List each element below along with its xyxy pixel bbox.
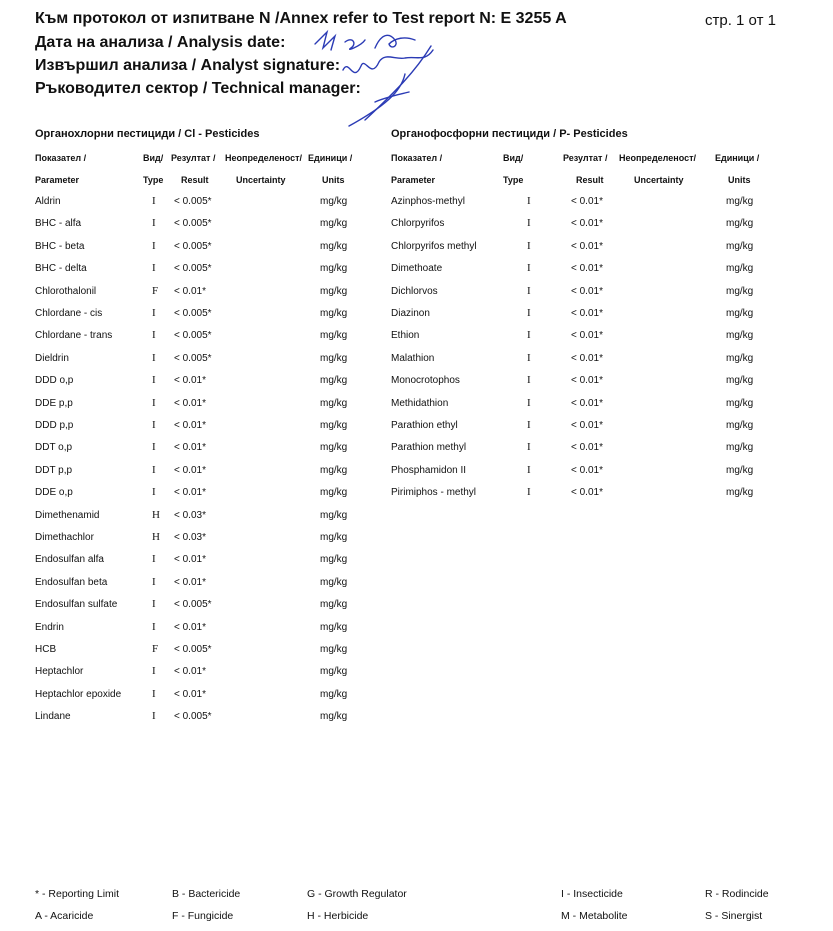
cell-type: I [152, 262, 156, 275]
cell-type: I [152, 575, 156, 588]
cell-result: < 0.005* [174, 711, 212, 723]
cell-type: I [152, 329, 156, 342]
cell-type: F [152, 284, 159, 297]
cell-parameter: BHC - delta [35, 263, 87, 275]
analysis-date-label: Дата на анализа / Analysis date: [35, 34, 286, 51]
cell-parameter: BHC - alfa [35, 218, 82, 230]
cell-units: mg/kg [320, 263, 348, 275]
cell-result: < 0.01* [174, 285, 206, 297]
cell-result: < 0.01* [571, 442, 603, 454]
cell-units: mg/kg [726, 196, 754, 207]
cell-type: I [527, 463, 531, 476]
cell-parameter: DDT p,p [35, 464, 73, 476]
cell-type: I [152, 374, 156, 387]
cell-type: I [527, 486, 531, 499]
col-header-result-bg: Резултат / [563, 153, 608, 163]
col-header-uncertainty: Uncertainty [634, 175, 684, 185]
report-title: Към протокол от изпитване N /Annex refer to Test report N: E 3255 A [35, 10, 567, 27]
cell-units: mg/kg [320, 554, 348, 566]
col-header-units-bg: Единици / [308, 153, 353, 163]
manager-label: Ръководител сектор / Technical manager: [35, 80, 361, 97]
cell-units: mg/kg [726, 442, 754, 454]
legend-item: H - Herbicide [307, 910, 369, 922]
cell-parameter: Chlordane - trans [35, 330, 113, 342]
cell-units: mg/kg [320, 352, 348, 364]
cell-type: H [152, 531, 160, 543]
cell-type: F [152, 643, 159, 655]
col-header-type-bg: Вид/ [143, 153, 164, 163]
cell-result: < 0.01* [174, 621, 206, 633]
cell-type: I [152, 307, 156, 319]
cell-type: I [527, 396, 531, 409]
col-header-result: Result [576, 175, 604, 185]
cell-result: < 0.005* [174, 644, 212, 655]
cell-units: mg/kg [320, 218, 348, 230]
cell-units: mg/kg [320, 509, 348, 521]
cell-units: mg/kg [320, 599, 348, 611]
cell-result: < 0.01* [571, 240, 603, 252]
cell-units: mg/kg [726, 218, 754, 230]
cell-result: < 0.01* [571, 464, 603, 476]
cell-parameter: Azinphos-methyl [391, 196, 465, 207]
col-header-type: Type [143, 175, 164, 185]
cell-parameter: Dimethachlor [35, 532, 94, 543]
cell-units: mg/kg [320, 420, 348, 431]
cell-parameter: DDE o,p [35, 487, 73, 499]
cell-result: < 0.01* [571, 285, 603, 297]
cell-units: mg/kg [320, 487, 348, 499]
cell-parameter: Aldrin [35, 196, 61, 207]
cell-units: mg/kg [726, 285, 754, 297]
cell-units: mg/kg [726, 464, 754, 476]
cell-type: I [152, 441, 156, 454]
cell-units: mg/kg [726, 397, 754, 409]
cell-result: < 0.005* [174, 240, 212, 252]
cell-units: mg/kg [320, 532, 348, 543]
col-header-units-bg: Единици / [715, 153, 760, 163]
cell-type: I [152, 419, 156, 431]
legend-item: G - Growth Regulator [307, 888, 407, 900]
cell-parameter: Parathion methyl [391, 442, 467, 454]
cell-result: < 0.005* [174, 352, 212, 364]
cell-type: I [152, 463, 156, 476]
cell-type: I [527, 351, 531, 364]
legend-item: R - Rodincide [705, 888, 769, 900]
cell-parameter: Diazinon [391, 308, 430, 319]
cell-type: I [152, 665, 156, 678]
col-header-uncertainty: Uncertainty [236, 175, 286, 185]
cell-type: I [152, 396, 156, 409]
legend-item: A - Acaricide [35, 910, 94, 922]
col-header-uncertainty-bg: Неопределеност/ [225, 153, 302, 163]
cell-type: I [527, 374, 531, 387]
cell-parameter: Malathion [391, 352, 435, 364]
cell-parameter: BHC - beta [35, 240, 85, 252]
cell-parameter: Parathion ethyl [391, 420, 458, 431]
col-header-uncertainty-bg: Неопределеност/ [619, 153, 696, 163]
cell-parameter: Monocrotophos [391, 375, 460, 387]
legend-item: F - Fungicide [172, 910, 234, 922]
cell-parameter: Phosphamidon II [391, 464, 467, 476]
cell-parameter: Endrin [35, 621, 64, 633]
cell-type: I [152, 239, 156, 252]
cell-units: mg/kg [320, 644, 348, 655]
cell-result: < 0.01* [571, 308, 603, 319]
cell-units: mg/kg [320, 666, 348, 678]
right-table-title: Органофосфорни пестициди / P- Pesticides [391, 128, 628, 140]
cell-parameter: Dieldrin [35, 352, 69, 364]
col-header-type-bg: Вид/ [503, 153, 524, 163]
cell-parameter: Pirimiphos - methyl [391, 487, 477, 499]
cell-parameter: Endosulfan alfa [35, 554, 104, 566]
cell-units: mg/kg [320, 442, 348, 454]
cell-type: I [152, 687, 156, 700]
cell-units: mg/kg [320, 196, 348, 207]
legend-item: B - Bactericide [172, 888, 241, 900]
cell-units: mg/kg [726, 308, 754, 319]
cell-type: I [152, 710, 156, 723]
cell-result: < 0.01* [174, 688, 206, 700]
cell-result: < 0.01* [174, 666, 206, 678]
legend-item: S - Sinergist [705, 910, 763, 922]
cell-parameter: Methidathion [391, 397, 449, 409]
cell-parameter: DDE p,p [35, 397, 73, 409]
cell-units: mg/kg [320, 397, 348, 409]
cell-parameter: Lindane [35, 711, 71, 723]
cell-units: mg/kg [320, 576, 348, 588]
cell-units: mg/kg [726, 352, 754, 364]
cell-type: I [152, 195, 156, 207]
cell-type: H [152, 508, 160, 521]
cell-type: I [152, 620, 156, 633]
cell-units: mg/kg [726, 420, 754, 431]
col-header-parameter: Parameter [391, 175, 436, 185]
cell-units: mg/kg [726, 487, 754, 499]
cell-result: < 0.01* [174, 576, 206, 588]
legend-item: I - Insecticide [561, 888, 623, 900]
col-header-parameter-bg: Показател / [35, 153, 87, 163]
cell-units: mg/kg [726, 240, 754, 252]
cell-parameter: Dimethoate [391, 263, 443, 275]
cell-type: I [527, 329, 531, 342]
cell-type: I [152, 553, 156, 566]
cell-parameter: Heptachlor epoxide [35, 688, 122, 700]
col-header-result: Result [181, 175, 209, 185]
cell-result: < 0.01* [571, 263, 603, 275]
cell-units: mg/kg [320, 375, 348, 387]
cell-units: mg/kg [320, 330, 348, 342]
handwritten-signature [305, 22, 445, 132]
cell-type: I [152, 486, 156, 499]
cell-parameter: Heptachlor [35, 666, 84, 678]
cell-type: I [527, 284, 531, 297]
cell-units: mg/kg [320, 285, 348, 297]
cell-parameter: Chlorpyrifos [391, 218, 445, 230]
cell-result: < 0.01* [571, 487, 603, 499]
cell-parameter: Chlordane - cis [35, 308, 103, 319]
cell-result: < 0.005* [174, 308, 212, 319]
cell-units: mg/kg [726, 330, 754, 342]
col-header-type: Type [503, 175, 524, 185]
cell-type: I [527, 239, 531, 252]
legend-item: M - Metabolite [561, 910, 628, 922]
cell-units: mg/kg [320, 711, 348, 723]
cell-result: < 0.01* [174, 375, 206, 387]
cell-result: < 0.01* [174, 464, 206, 476]
cell-units: mg/kg [320, 240, 348, 252]
cell-parameter: Endosulfan beta [35, 576, 108, 588]
cell-result: < 0.01* [571, 196, 603, 207]
cell-units: mg/kg [726, 375, 754, 387]
cell-type: I [527, 195, 531, 207]
cell-result: < 0.01* [174, 487, 206, 499]
cell-units: mg/kg [320, 688, 348, 700]
left-table-title: Органохлорни пестициди / Cl - Pesticides [35, 128, 260, 140]
cell-units: mg/kg [320, 464, 348, 476]
analyst-label: Извършил анализа / Analyst signature: [35, 57, 341, 74]
cell-result: < 0.01* [571, 330, 603, 342]
cell-result: < 0.005* [174, 218, 212, 230]
col-header-parameter: Parameter [35, 175, 80, 185]
cell-parameter: Dichlorvos [391, 285, 438, 297]
cell-result: < 0.01* [174, 420, 206, 431]
cell-parameter: Chlorothalonil [35, 285, 97, 297]
cell-units: mg/kg [726, 263, 754, 275]
cell-parameter: DDD o,p [35, 375, 74, 387]
cell-result: < 0.01* [571, 218, 603, 230]
cell-type: I [527, 307, 531, 319]
cell-result: < 0.005* [174, 330, 212, 342]
col-header-result-bg: Резултат / [171, 153, 216, 163]
cell-result: < 0.005* [174, 196, 212, 207]
cell-parameter: DDD p,p [35, 420, 74, 431]
cell-result: < 0.01* [571, 375, 603, 387]
cell-type: I [527, 262, 531, 275]
col-header-parameter-bg: Показател / [391, 153, 443, 163]
col-header-units: Units [322, 175, 345, 185]
cell-type: I [527, 419, 531, 431]
page-number: стр. 1 от 1 [705, 12, 776, 29]
cell-parameter: Ethion [391, 330, 420, 342]
cell-parameter: Dimethenamid [35, 509, 100, 521]
cell-parameter: HCB [35, 644, 57, 655]
cell-result: < 0.005* [174, 263, 212, 275]
cell-result: < 0.03* [174, 509, 206, 521]
cell-parameter: DDT o,p [35, 442, 73, 454]
cell-type: I [152, 217, 156, 230]
col-header-units: Units [728, 175, 751, 185]
cell-result: < 0.01* [174, 442, 206, 454]
cell-parameter: Endosulfan sulfate [35, 599, 118, 611]
cell-type: I [152, 351, 156, 364]
cell-result: < 0.01* [174, 554, 206, 566]
cell-result: < 0.01* [571, 397, 603, 409]
cell-result: < 0.005* [174, 599, 212, 611]
cell-result: < 0.01* [174, 397, 206, 409]
cell-type: I [527, 441, 531, 454]
legend-item: * - Reporting Limit [35, 888, 120, 900]
cell-type: I [152, 598, 156, 611]
cell-result: < 0.01* [571, 420, 603, 431]
cell-result: < 0.03* [174, 532, 206, 543]
cell-units: mg/kg [320, 621, 348, 633]
cell-units: mg/kg [320, 308, 348, 319]
cell-type: I [527, 217, 531, 230]
cell-result: < 0.01* [571, 352, 603, 364]
cell-parameter: Chlorpyrifos methyl [391, 240, 477, 252]
